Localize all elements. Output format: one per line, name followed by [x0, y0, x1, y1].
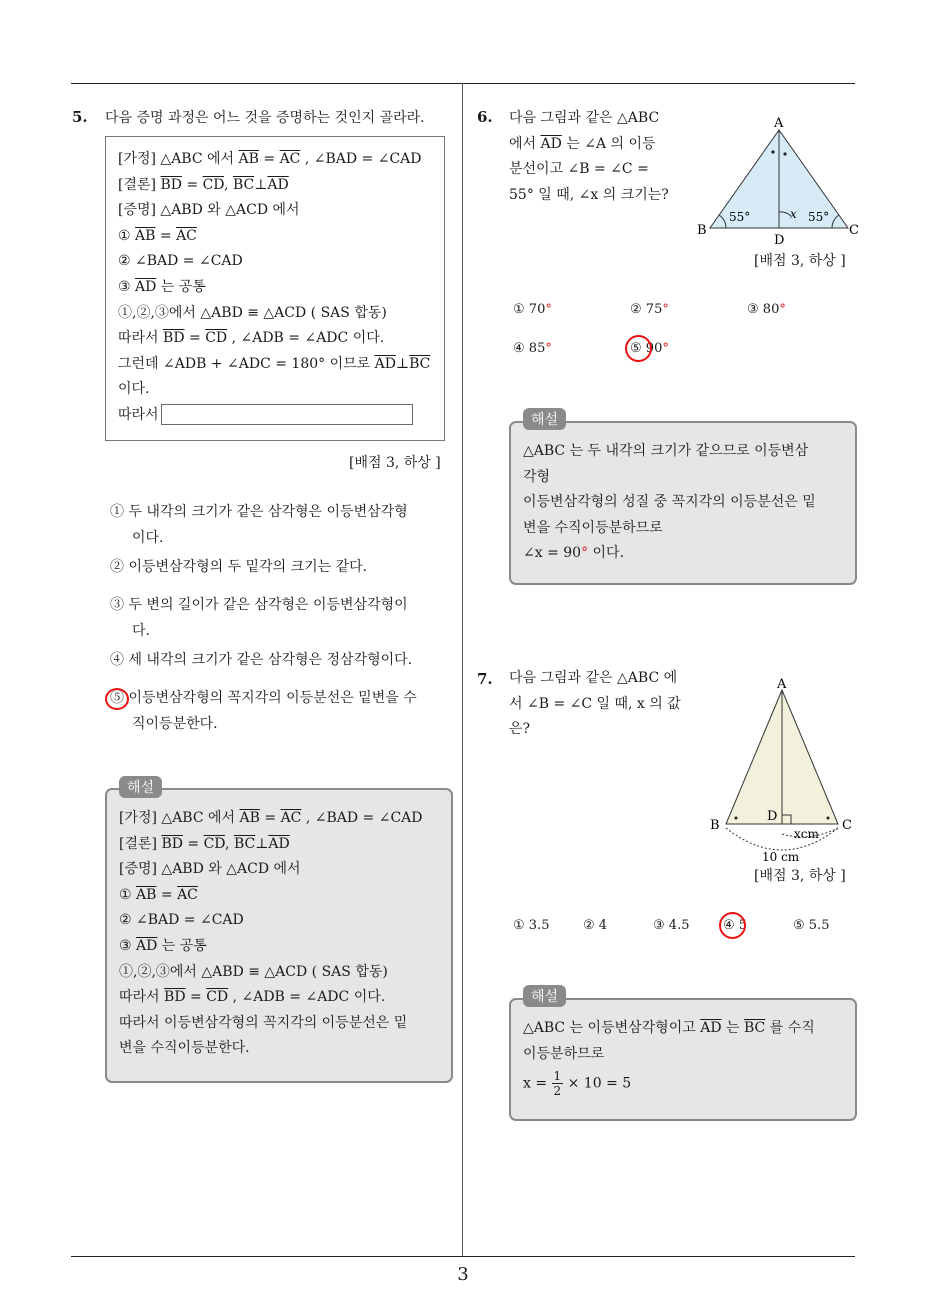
q6-choice-2[interactable]: ② 75°: [630, 302, 669, 317]
q6-label-angle-c: 55°: [808, 210, 830, 224]
q5-choice-3[interactable]: ③ 두 변의 길이가 같은 삼각형은 이등변삼각형이 다.: [110, 597, 408, 639]
q6-solution-tab: 해설: [523, 408, 566, 430]
q6-label-d: D: [774, 233, 785, 248]
q6-choice-5[interactable]: ⑤ 90°: [630, 341, 669, 356]
q7-label-c: C: [842, 818, 852, 833]
page-number: 3: [457, 1264, 469, 1285]
q6-label-angle-b: 55°: [729, 210, 751, 224]
q6-choice-1[interactable]: ① 70°: [513, 302, 552, 317]
q7-choice-1[interactable]: ① 3.5: [513, 918, 550, 933]
q5-number: 5.: [72, 108, 88, 126]
q5-answer-circle: [105, 688, 129, 710]
q7-angle-mark-b: [735, 817, 738, 820]
q5-choice-2[interactable]: ② 이등변삼각형의 두 밑각의 크기는 같다.: [110, 559, 368, 575]
q5-choice-5[interactable]: ⑤ 이등변삼각형의 꼭지각의 이등분선은 밑변을 수 직이등분한다.: [110, 690, 417, 732]
q5-answer-blank[interactable]: [161, 404, 413, 425]
top-rule: [71, 83, 855, 84]
q7-choice-3[interactable]: ③ 4.5: [653, 918, 690, 933]
q7-grade: [배점 3, 하상 ]: [754, 868, 846, 884]
q7-answer-circle: [719, 912, 746, 939]
q7-label-d: D: [767, 809, 778, 824]
q7-label-a: A: [777, 677, 787, 692]
q6-label-a: A: [774, 116, 784, 131]
q6-choice-3[interactable]: ③ 80°: [747, 302, 786, 317]
q6-label-c: C: [849, 223, 859, 238]
q6-grade: [배점 3, 하상 ]: [754, 253, 846, 269]
q5-choice-1[interactable]: ① 두 내각의 크기가 같은 삼각형은 이등변삼각형 이다.: [110, 504, 408, 546]
q7-base-brace: [726, 828, 838, 850]
q5-choice-4[interactable]: ④ 세 내각의 크기가 같은 삼각형은 정삼각형이다.: [110, 652, 413, 668]
q7-label-base: 10 cm: [762, 850, 800, 864]
bottom-rule: [71, 1256, 855, 1257]
q7-solution-box: △ABC 는 이등변삼각형이고 $\overline{AD}$ 는 $\overline{BC}$ 를 수직 이등분하므로 x = $\frac{1}{2}$ × 10 = 5: [509, 998, 857, 1121]
q7-number: 7.: [477, 670, 493, 688]
q7-choice-4[interactable]: ④ 5: [723, 918, 748, 933]
q6-choice-4[interactable]: ④ 85°: [513, 341, 552, 356]
q6-angle-mark-left: [771, 150, 774, 153]
q7-choice-5[interactable]: ⑤ 5.5: [793, 918, 830, 933]
q7-solution-tab: 해설: [523, 985, 566, 1007]
q5-solution-tab: 해설: [119, 776, 162, 798]
q6-label-b: B: [697, 223, 707, 238]
q5-prompt: 다음 증명 과정은 어느 것을 증명하는 것인지 골라라.: [105, 110, 425, 126]
q7-triangle-figure: [700, 672, 870, 872]
q6-prompt: 다음 그림과 같은 △ABC 에서 $\overline{AD}$ 는 ∠A 의 이등 분선이고 ∠B = ∠C = 55° 일 때, ∠x 의 크기는?: [509, 110, 669, 203]
q6-solution-box: △ABC 는 두 내각의 크기가 같으므로 이등변삼 각형 이등변삼각형의 성질 중 꼭지각의 이등분선은 밑 변을 수직이등분하므로 ∠x = 90° 이다.: [509, 421, 857, 585]
q6-angle-mark-right: [783, 152, 786, 155]
q6-triangle-figure: [690, 112, 870, 252]
q6-number: 6.: [477, 108, 493, 126]
q7-choice-2[interactable]: ② 4: [583, 918, 608, 933]
q7-label-b: B: [710, 818, 720, 833]
column-divider: [462, 83, 463, 1256]
q5-grade: [배점 3, 하상 ]: [349, 455, 441, 471]
q6-label-x: x: [790, 207, 797, 221]
q7-prompt: 다음 그림과 같은 △ABC 에 서 ∠B = ∠C 일 때, x 의 값 은?: [509, 670, 681, 738]
q5-proof-box: [가정] △ABC 에서 $\overline{AB} = \overline{AC}$ , ∠BAD = ∠CAD [결론] $\overline{BD} = \overline{CD}$, $\overline{BC}\perp\overline{AD}$ [증명] △ABD 와 △ACD 에서 ① $\overline{AB} = \overline{AC}$ ② ∠BAD = ∠CAD ③ $\overline{AD}$ 는 공통 ①,②,③에서 △ABD ≡ △ACD ( SAS 합동) 따라서 $\overline{BD} = \overline{CD}$ , ∠ADB = ∠ADC 이다. 그런데 ∠ADB + ∠ADC = 180° 이므로 $\overline{AD}\perp\overline{BC}$ 이다. 따라서: [105, 136, 445, 441]
q7-label-xcm: xcm: [794, 827, 819, 841]
q7-angle-mark-c: [827, 817, 830, 820]
q6-answer-circle: [625, 335, 652, 362]
q7-fraction: $\frac{1}{2}$: [553, 1069, 562, 1099]
q5-solution-box: [가정] △ABC 에서 $\overline{AB} = \overline{AC}$ , ∠BAD = ∠CAD [결론] $\overline{BD} = \overline{CD}$, $\overline{BC}\perp\overline{AD}$ [증명] △ABD 와 △ACD 에서 ① $\overline{AB} = \overline{AC}$ ② ∠BAD = ∠CAD ③ $\overline{AD}$ 는 공통 ①,②,③에서 △ABD ≡ △ACD ( SAS 합동) 따라서 $\overline{BD} = \overline{CD}$ , ∠ADB = ∠ADC 이다. 따라서 이등변삼각형의 꼭지각의 이등분선은 밑 변을 수직이등분한다.: [105, 788, 453, 1083]
